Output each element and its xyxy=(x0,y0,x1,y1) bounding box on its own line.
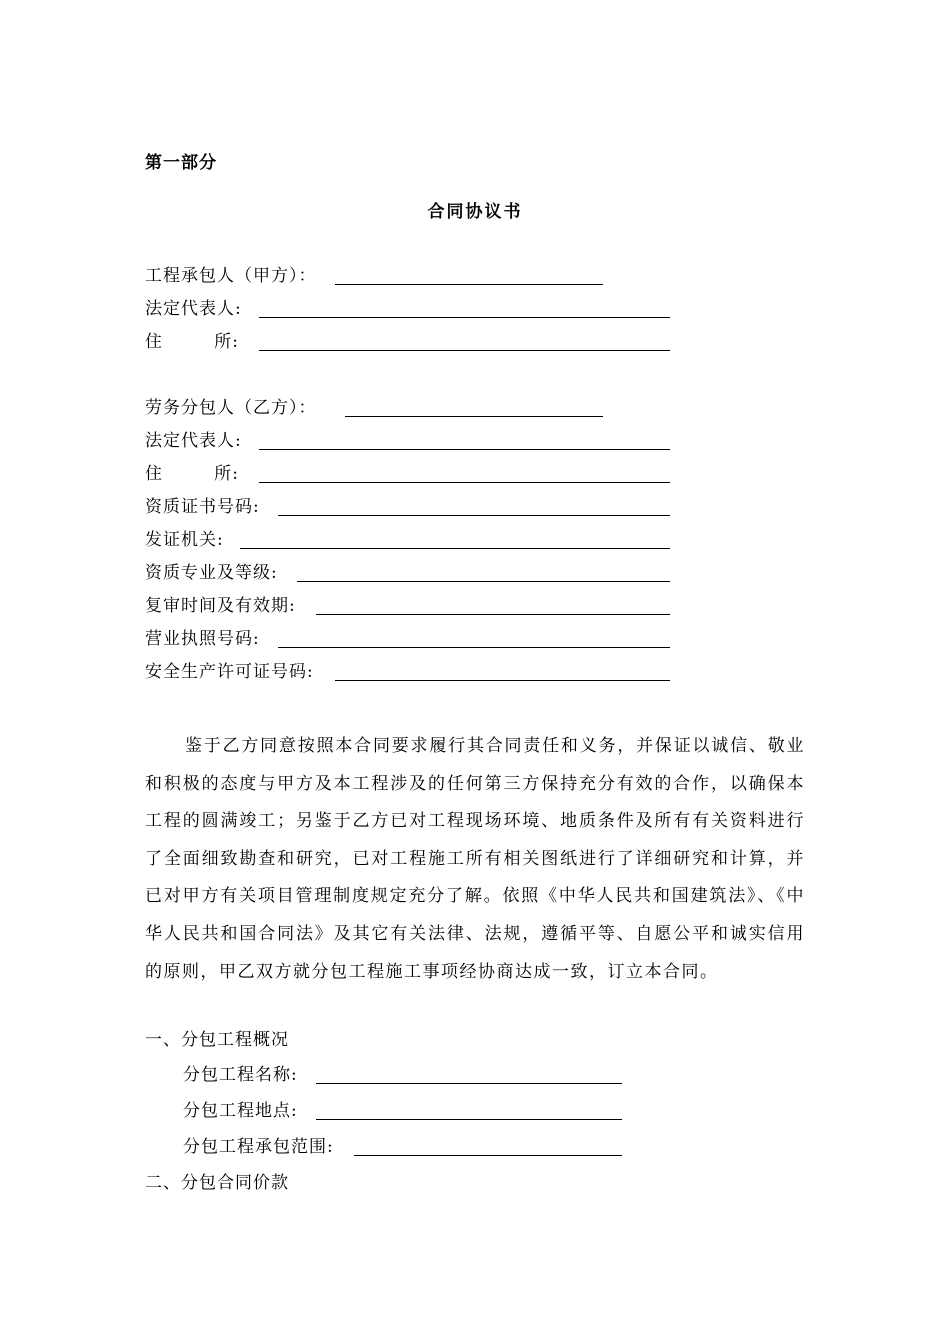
blank-line[interactable] xyxy=(259,297,670,318)
field-label: 分包工程地点: xyxy=(183,1101,298,1121)
blank-line[interactable] xyxy=(278,495,670,516)
part-title: 第一部分 xyxy=(145,153,217,173)
field-subcontract-name xyxy=(183,1063,624,1087)
blank-line[interactable] xyxy=(316,594,670,615)
field-label: 分包工程承包范围: xyxy=(183,1137,334,1157)
field-subcontract-scope xyxy=(183,1135,624,1159)
field-label: 劳务分包人（乙方）： xyxy=(145,398,317,418)
field-review-validity xyxy=(145,594,672,618)
document-title: 合同协议书 xyxy=(427,202,523,222)
field-address-party-b xyxy=(145,462,672,486)
field-label: 法定代表人: xyxy=(145,431,242,451)
blank-line[interactable] xyxy=(354,1135,622,1156)
field-safety-permit xyxy=(145,660,672,684)
field-qualification-level xyxy=(145,561,672,585)
blank-line[interactable] xyxy=(316,1099,622,1120)
field-label: 法定代表人: xyxy=(145,299,242,319)
blank-line[interactable] xyxy=(335,264,603,285)
section-2-heading: 二、分包合同价款 xyxy=(145,1173,289,1193)
blank-line[interactable] xyxy=(297,561,670,582)
blank-line[interactable] xyxy=(345,396,603,417)
field-label: 住 所: xyxy=(145,464,239,484)
section-1-heading: 一、分包工程概况 xyxy=(145,1030,289,1050)
blank-line[interactable] xyxy=(259,462,670,483)
field-issuing-authority xyxy=(145,528,672,552)
field-label: 营业执照号码: xyxy=(145,629,260,649)
field-label: 发证机关: xyxy=(145,530,224,550)
blank-line[interactable] xyxy=(259,429,670,450)
field-label: 工程承包人（甲方）： xyxy=(145,266,317,286)
blank-line[interactable] xyxy=(316,1063,622,1084)
field-business-license xyxy=(145,627,672,651)
field-label: 复审时间及有效期: xyxy=(145,596,296,616)
field-label: 资质证书号码: xyxy=(145,497,260,517)
blank-line[interactable] xyxy=(278,627,670,648)
field-contractor-party-a xyxy=(145,264,605,288)
field-subcontractor-party-b xyxy=(145,396,605,420)
field-subcontract-location xyxy=(183,1099,624,1123)
field-label: 资质专业及等级: xyxy=(145,563,278,583)
field-address-party-a xyxy=(145,330,672,354)
field-legal-rep-party-a xyxy=(145,297,672,321)
field-cert-number xyxy=(145,495,672,519)
preamble-paragraph: 鉴于乙方同意按照本合同要求履行其合同责任和义务，并保证以诚信、敬业和积极的态度与甲方及本工程涉及的任何第三方保持充分有效的合作，以确保本工程的圆满竣工；另鉴于乙方已对工程现场环境、地质条件及所有有关资料进行了全面细致勘查和研究，已对工程施工所有相关图纸进行了详细研究和计算，并已对甲方有关项目管理制度规定充分了解。依照《中华人民共和国建筑法》、《中华人民共和国合同法》及其它有关法律、法规，遵循平等、自愿公平和诚实信用的原则，甲乙双方就分包工程施工事项经协商达成一致，订立本合同。 xyxy=(145,736,805,982)
blank-line[interactable] xyxy=(259,330,670,351)
blank-line[interactable] xyxy=(335,660,670,681)
blank-line[interactable] xyxy=(240,528,670,549)
field-label: 住 所: xyxy=(145,332,239,352)
field-label: 安全生产许可证号码: xyxy=(145,662,314,682)
field-label: 分包工程名称: xyxy=(183,1065,298,1085)
field-legal-rep-party-b xyxy=(145,429,672,453)
